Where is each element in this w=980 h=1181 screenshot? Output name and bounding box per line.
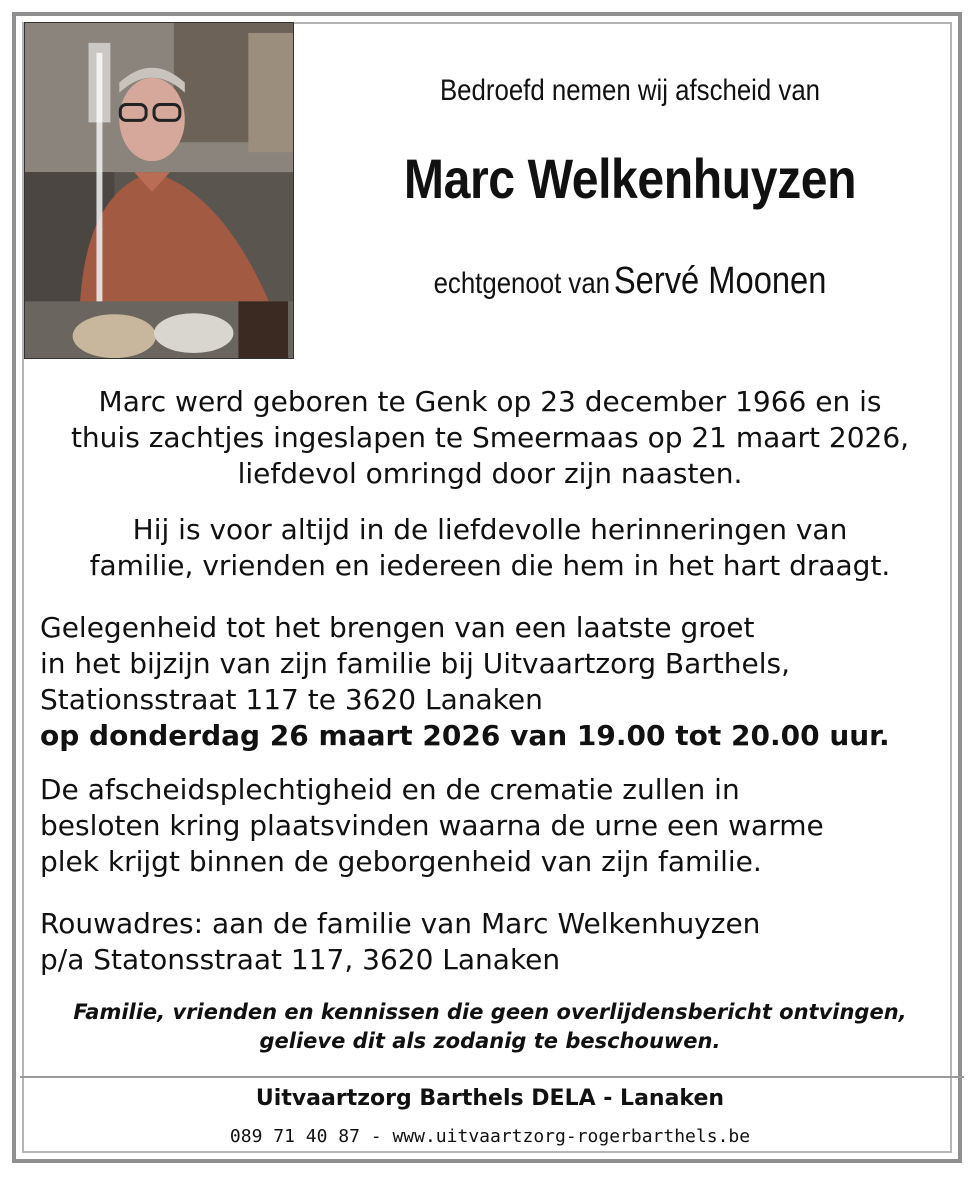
birth-line: thuis zachtjes ingeslapen te Smeermaas op 21 maart 2026, — [70, 421, 910, 454]
birth-line: liefdevol omringd door zijn naasten. — [237, 457, 743, 490]
memory-line: familie, vrienden en iedereen die hem in het hart draagt. — [89, 549, 891, 582]
address-line: Rouwadres: aan de familie van Marc Welkenhuyzen — [40, 907, 761, 940]
memory-paragraph — [20, 512, 960, 584]
funeral-home-contact: 089 71 40 87 - www.uitvaartzorg-rogerbarthels.be — [229, 1126, 751, 1147]
notice-text — [20, 998, 960, 1056]
intro-text: Bedroefd nemen wij afscheid van — [439, 74, 821, 107]
portrait-illustration — [25, 23, 293, 358]
birth-line: Marc werd geboren te Genk op 23 december 1966 en is — [98, 385, 882, 418]
visitation-line: Gelegenheid tot het brengen van een laatste groet — [40, 611, 755, 644]
spouse-line — [372, 260, 888, 303]
address-paragraph — [40, 906, 940, 978]
memory-line: Hij is voor altijd in de liefdevolle herinneringen van — [132, 513, 848, 546]
visitation-line: Stationsstraat 117 te 3620 Lanaken — [40, 683, 543, 716]
ceremony-paragraph — [40, 772, 940, 880]
portrait-photo — [24, 22, 294, 359]
deceased-name: Marc Welkenhuyzen — [403, 147, 857, 210]
spouse-name: Servé Moonen — [613, 260, 827, 302]
ceremony-line: plek krijgt binnen de geborgenheid van zijn familie. — [40, 845, 762, 878]
funeral-home-name: Uitvaartzorg Barthels DELA - Lanaken — [255, 1086, 725, 1111]
address-line: p/a Statonsstraat 117, 3620 Lanaken — [40, 943, 561, 976]
visitation-time: op donderdag 26 maart 2026 van 19.00 tot 20.00 uur. — [40, 719, 890, 752]
notice-line: Familie, vrienden en kennissen die geen overlijdensbericht ontvingen, — [73, 1000, 907, 1024]
notice-line: gelieve dit als zodanig te beschouwen. — [259, 1029, 721, 1053]
visitation-line: in het bijzijn van zijn familie bij Uitvaartzorg Barthels, — [40, 647, 791, 680]
birth-paragraph — [20, 384, 960, 492]
spouse-label: echtgenoot van — [433, 267, 611, 300]
ceremony-line: De afscheidsplechtigheid en de crematie zullen in — [40, 773, 740, 806]
ceremony-line: besloten kring plaatsvinden waarna de urne een warme — [40, 809, 824, 842]
visitation-paragraph — [40, 610, 940, 754]
footer-divider — [20, 1076, 964, 1078]
